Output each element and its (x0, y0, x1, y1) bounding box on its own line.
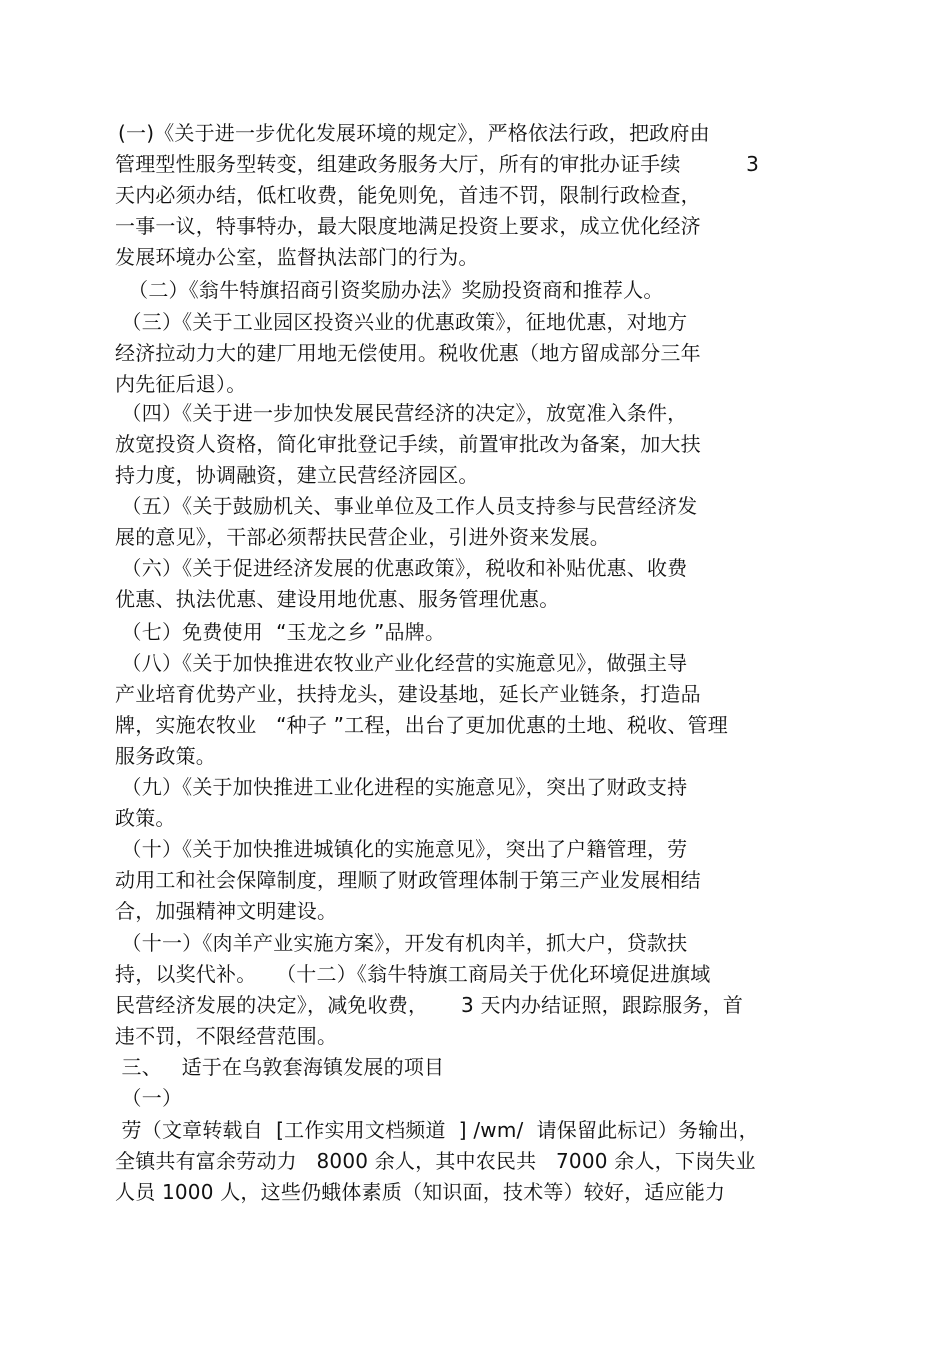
text-line: （十）《关于加快推进城镇化的实施意见》，突出了户籍管理，劳 (115, 837, 688, 861)
text-line: （五）《关于鼓励机关、事业单位及工作人员支持参与民营经济发 (115, 494, 698, 518)
text-line: 牌，实施农牧业 “种子 ”工程，出台了更加优惠的土地、税收、管理 (115, 713, 728, 737)
text-line: 管理型性服务型转变，组建政务服务大厅，所有的审批办证手续 3 (115, 152, 760, 176)
text-line: 发展环境办公室，监督执法部门的行为。 (115, 245, 479, 269)
text-line: 持力度，协调融资，建立民营经济园区。 (115, 463, 479, 487)
text-line: 合，加强精神文明建设。 (115, 899, 338, 923)
text-line: (一)《关于进一步优化发展环境的规定》，严格依法行政，把政府由 (118, 121, 710, 145)
text-line: 人员 1000 人，这些仍蛾体素质（知识面，技术等）较好，适应能力 (115, 1180, 726, 1204)
text-line: （六）《关于促进经济发展的优惠政策》，税收和补贴优惠、收费 (115, 556, 688, 580)
text-line: 内先征后退）。 (115, 372, 247, 396)
text-line: （七）免费使用 “玉龙之乡 ”品牌。 (115, 620, 446, 644)
text-line: 产业培育优势产业，扶持龙头，建设基地，延长产业链条，打造品 (115, 682, 701, 706)
text-line: 天内必须办结，低杠收费，能免则免，首违不罚，限制行政检查， (115, 183, 701, 207)
text-line: （三）《关于工业园区投资兴业的优惠政策》，征地优惠，对地方 (115, 310, 688, 334)
text-line: 优惠、执法优惠、建设用地优惠、服务管理优惠。 (115, 587, 560, 611)
text-line: 政策。 (115, 806, 176, 830)
text-line: （九）《关于加快推进工业化进程的实施意见》，突出了财政支持 (115, 775, 688, 799)
text-line: 劳（文章转载自 [工作实用文档频道 ] /wm/ 请保留此标记）务输出， (115, 1118, 759, 1142)
text-line: 经济拉动力大的建厂用地无偿使用。税收优惠（地方留成部分三年 (115, 341, 701, 365)
text-line: 服务政策。 (115, 744, 216, 768)
section-heading: 三、 适于在乌敦套海镇发展的项目 (115, 1055, 445, 1079)
text-line: （一） (115, 1086, 183, 1110)
text-line: 放宽投资人资格，简化审批登记手续，前置审批改为备案，加大扶 (115, 432, 701, 456)
text-line: 全镇共有富余劳动力 8000 余人，其中农民共 7000 余人，下岗失业 (115, 1149, 756, 1173)
text-line: 展的意见》，干部必须帮扶民营企业，引进外资来发展。 (115, 525, 610, 549)
text-line: 持，以奖代补。 （十二）《翁牛特旗工商局关于优化环境促进旗域 (115, 962, 711, 986)
text-line: 民营经济发展的决定》，减免收费， 3 天内办结证照，跟踪服务，首 (115, 993, 744, 1017)
text-line: （二）《翁牛特旗招商引资奖励办法》奖励投资商和推荐人。 (115, 278, 664, 302)
text-line: 动用工和社会保障制度，理顺了财政管理体制于第三产业发展相结 (115, 868, 701, 892)
text-line: 一事一议，特事特办，最大限度地满足投资上要求，成立优化经济 (115, 214, 701, 238)
text-line: （十一）《肉羊产业实施方案》，开发有机肉羊，抓大户，贷款扶 (115, 931, 688, 955)
text-line: （四）《关于进一步加快发展民营经济的决定》，放宽准入条件， (115, 401, 688, 425)
text-line: 违不罚，不限经营范围。 (115, 1024, 338, 1048)
text-line: （八）《关于加快推进农牧业产业化经营的实施意见》，做强主导 (115, 651, 688, 675)
